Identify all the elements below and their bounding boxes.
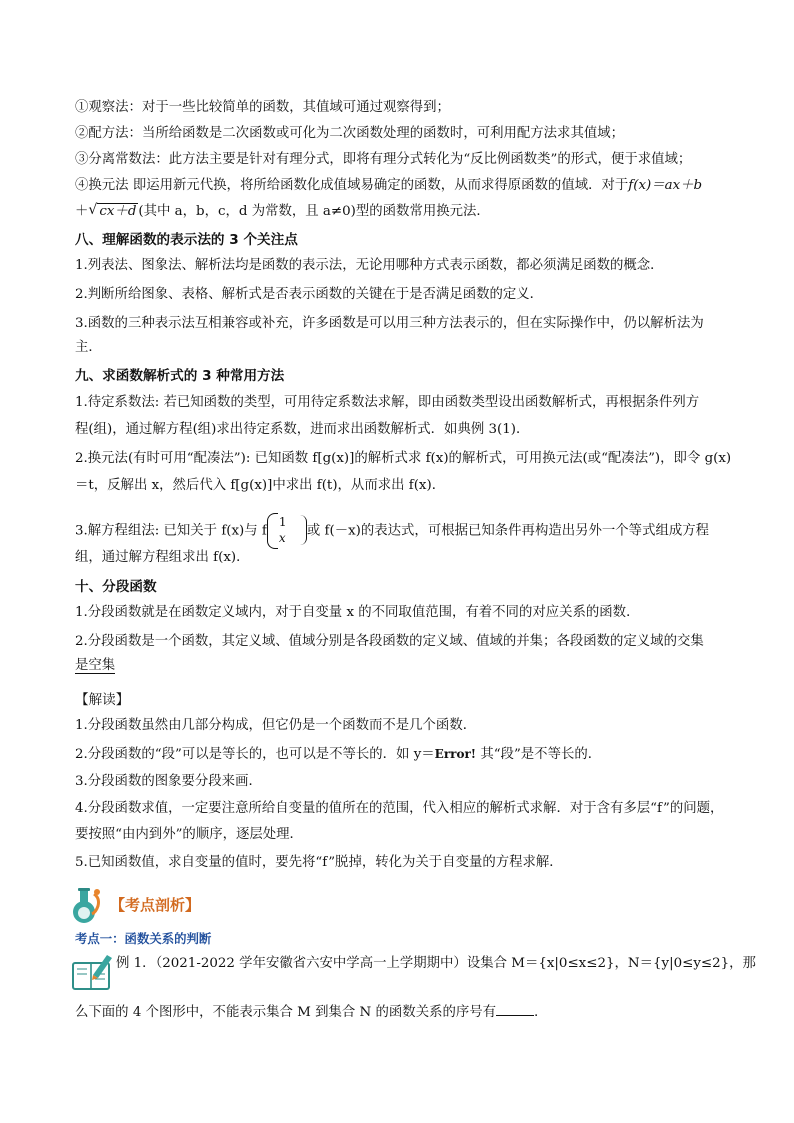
plus-sign: ＋: [75, 204, 89, 219]
method-substitution-line2: [75, 203, 735, 221]
section-10-heading: 十、分段函数: [75, 579, 157, 595]
method-separating-constant: ③分离常数法：此方法主要是针对有理分式，即将有理分式转化为“反比例函数类”的形式，便于求值域；: [75, 152, 692, 167]
section-9-heading: 九、求函数解析式的 3 种常用方法: [75, 368, 285, 384]
sec9-point3-line2: 组，通过解方程组求出 f(x)．: [75, 550, 250, 565]
method-substitution-text: ④换元法 即运用新元代换，将所给函数化成值域易确定的函数，从而求得原函数的值域．对于: [75, 178, 629, 193]
sec8-point3-line2: 主．: [75, 340, 102, 355]
answer-blank[interactable]: [496, 1001, 534, 1016]
sec10-point1: 1.分段函数就是在函数定义域内，对于自变量 x 的不同取值范围，有着不同的对应关系的函数．: [75, 605, 640, 620]
fraction-one-over-x: [267, 513, 307, 549]
method-substitution-line1: [75, 177, 735, 195]
sec10-point2-text: 是空集: [75, 658, 116, 673]
interpretation-point2: [75, 745, 735, 764]
notebook-pen-icon: [71, 951, 115, 991]
sec9-point3-line1: [75, 513, 735, 549]
interpretation-point1: 1.分段函数虽然由几部分构成，但它仍是一个函数而不是几个函数．: [75, 718, 477, 733]
interpretation-point4-line1: 4.分段函数求值，一定要注意所给自变量的值所在的范围，代入相应的解析式求解．对于含有多层“f”的问题，: [75, 801, 724, 816]
sec9-point3-post: 或 f(－x)的表达式，可根据已知条件再构造出另外一个等式组成方程: [306, 523, 710, 539]
fraction-numerator: 1: [278, 515, 287, 529]
sec9-point1-line2: 程(组)，通过解方程(组)求出待定系数，进而求出函数解析式．如典例 3(1)．: [75, 422, 530, 437]
section-8-heading: 八、理解函数的表示法的 3 个关注点: [75, 232, 298, 248]
method-observation: ①观察法：对于一些比较简单的函数，其值域可通过观察得到；: [75, 100, 450, 115]
sqrt-radicand: cx＋d: [99, 204, 137, 219]
kaodian-1-title: 考点一：函数关系的判断: [75, 931, 212, 946]
example-1-line2: 么下面的 4 个图形中，不能表示集合 M 到集合 N 的函数关系的序号有 .: [75, 1001, 735, 1022]
substitution-conditions: (其中 a，b，c，d 为常数，且 a≠0)型的函数常用换元法．: [138, 204, 490, 219]
error-field-text: Error!: [434, 747, 477, 761]
sec9-point3-pre: 3.解方程组法: 已知关于 f(x)与 f: [75, 523, 267, 539]
fraction-denominator: x: [278, 531, 286, 545]
sec10-point2-line2: [75, 657, 735, 675]
interpretation-heading: 【解读】: [75, 692, 130, 708]
substitution-formula: f(x)＝ax＋b: [628, 178, 703, 193]
interpretation-point5: 5.已知函数值，求自变量的值时，要先将“f”脱掉，转化为关于自变量的方程求解．: [75, 855, 563, 870]
sec8-point1: 1.列表法、图象法、解析法均是函数的表示法，无论用哪种方式表示函数，都必须满足函数的概念．: [75, 258, 664, 273]
analysis-banner-title: 【考点剖析】: [110, 895, 201, 914]
sec9-point1-line1: 1.待定系数法: 若已知函数的类型，可用待定系数法求解，即由函数类型设出函数解析式，再根据条件列方: [75, 395, 700, 410]
example-1-line1: 例 1．（2021-2022 学年安徽省六安中学高一上学期期中）设集合 M＝{x|0≤x≤2}，N＝{y|0≤y≤2}，那: [116, 956, 756, 971]
sec9-point2-line1: 2.换元法(有时可用“配凑法”): 已知函数 f[g(x)]的解析式求 f(x)的解析式，可用换元法(或“配凑法”)，即令 g(x): [75, 451, 732, 466]
method-completing-square: ②配方法：当所给函数是二次函数或可化为二次函数处理的函数时，可利用配方法求其值域；: [75, 126, 625, 141]
flask-icon: [70, 884, 106, 924]
interpretation-point4-line2: 要按照“由内到外”的顺序，逐层处理．: [75, 827, 303, 842]
interpretation-point2-pre: 2.分段函数的“段”可以是等长的，也可以是不等长的．如 y＝: [75, 747, 435, 762]
interpretation-point2-post: 其“段”是不等长的．: [476, 747, 602, 762]
sec8-point3-line1: 3.函数的三种表示法互相兼容或补充，许多函数是可以用三种方法表示的，但在实际操作中，仍以解析法为: [75, 316, 704, 331]
sec10-point2-line1: 2.分段函数是一个函数，其定义域、值域分别是各段函数的定义域、值域的并集；各段函数的定义域的交集: [75, 634, 704, 649]
example-1-line2-text: 么下面的 4 个图形中，不能表示集合 M 到集合 N 的函数关系的序号有: [75, 1005, 497, 1020]
interpretation-point3: 3.分段函数的图象要分段来画．: [75, 774, 262, 789]
sec8-point2: 2.判断所给图象、表格、解析式是否表示函数的关键在于是否满足函数的定义．: [75, 287, 544, 302]
sec9-point2-line2: ＝t，反解出 x，然后代入 f[g(x)]中求出 f(t)，从而求出 f(x)．: [75, 478, 446, 493]
sqrt-expression: [88, 203, 138, 221]
analysis-banner: [70, 884, 200, 924]
